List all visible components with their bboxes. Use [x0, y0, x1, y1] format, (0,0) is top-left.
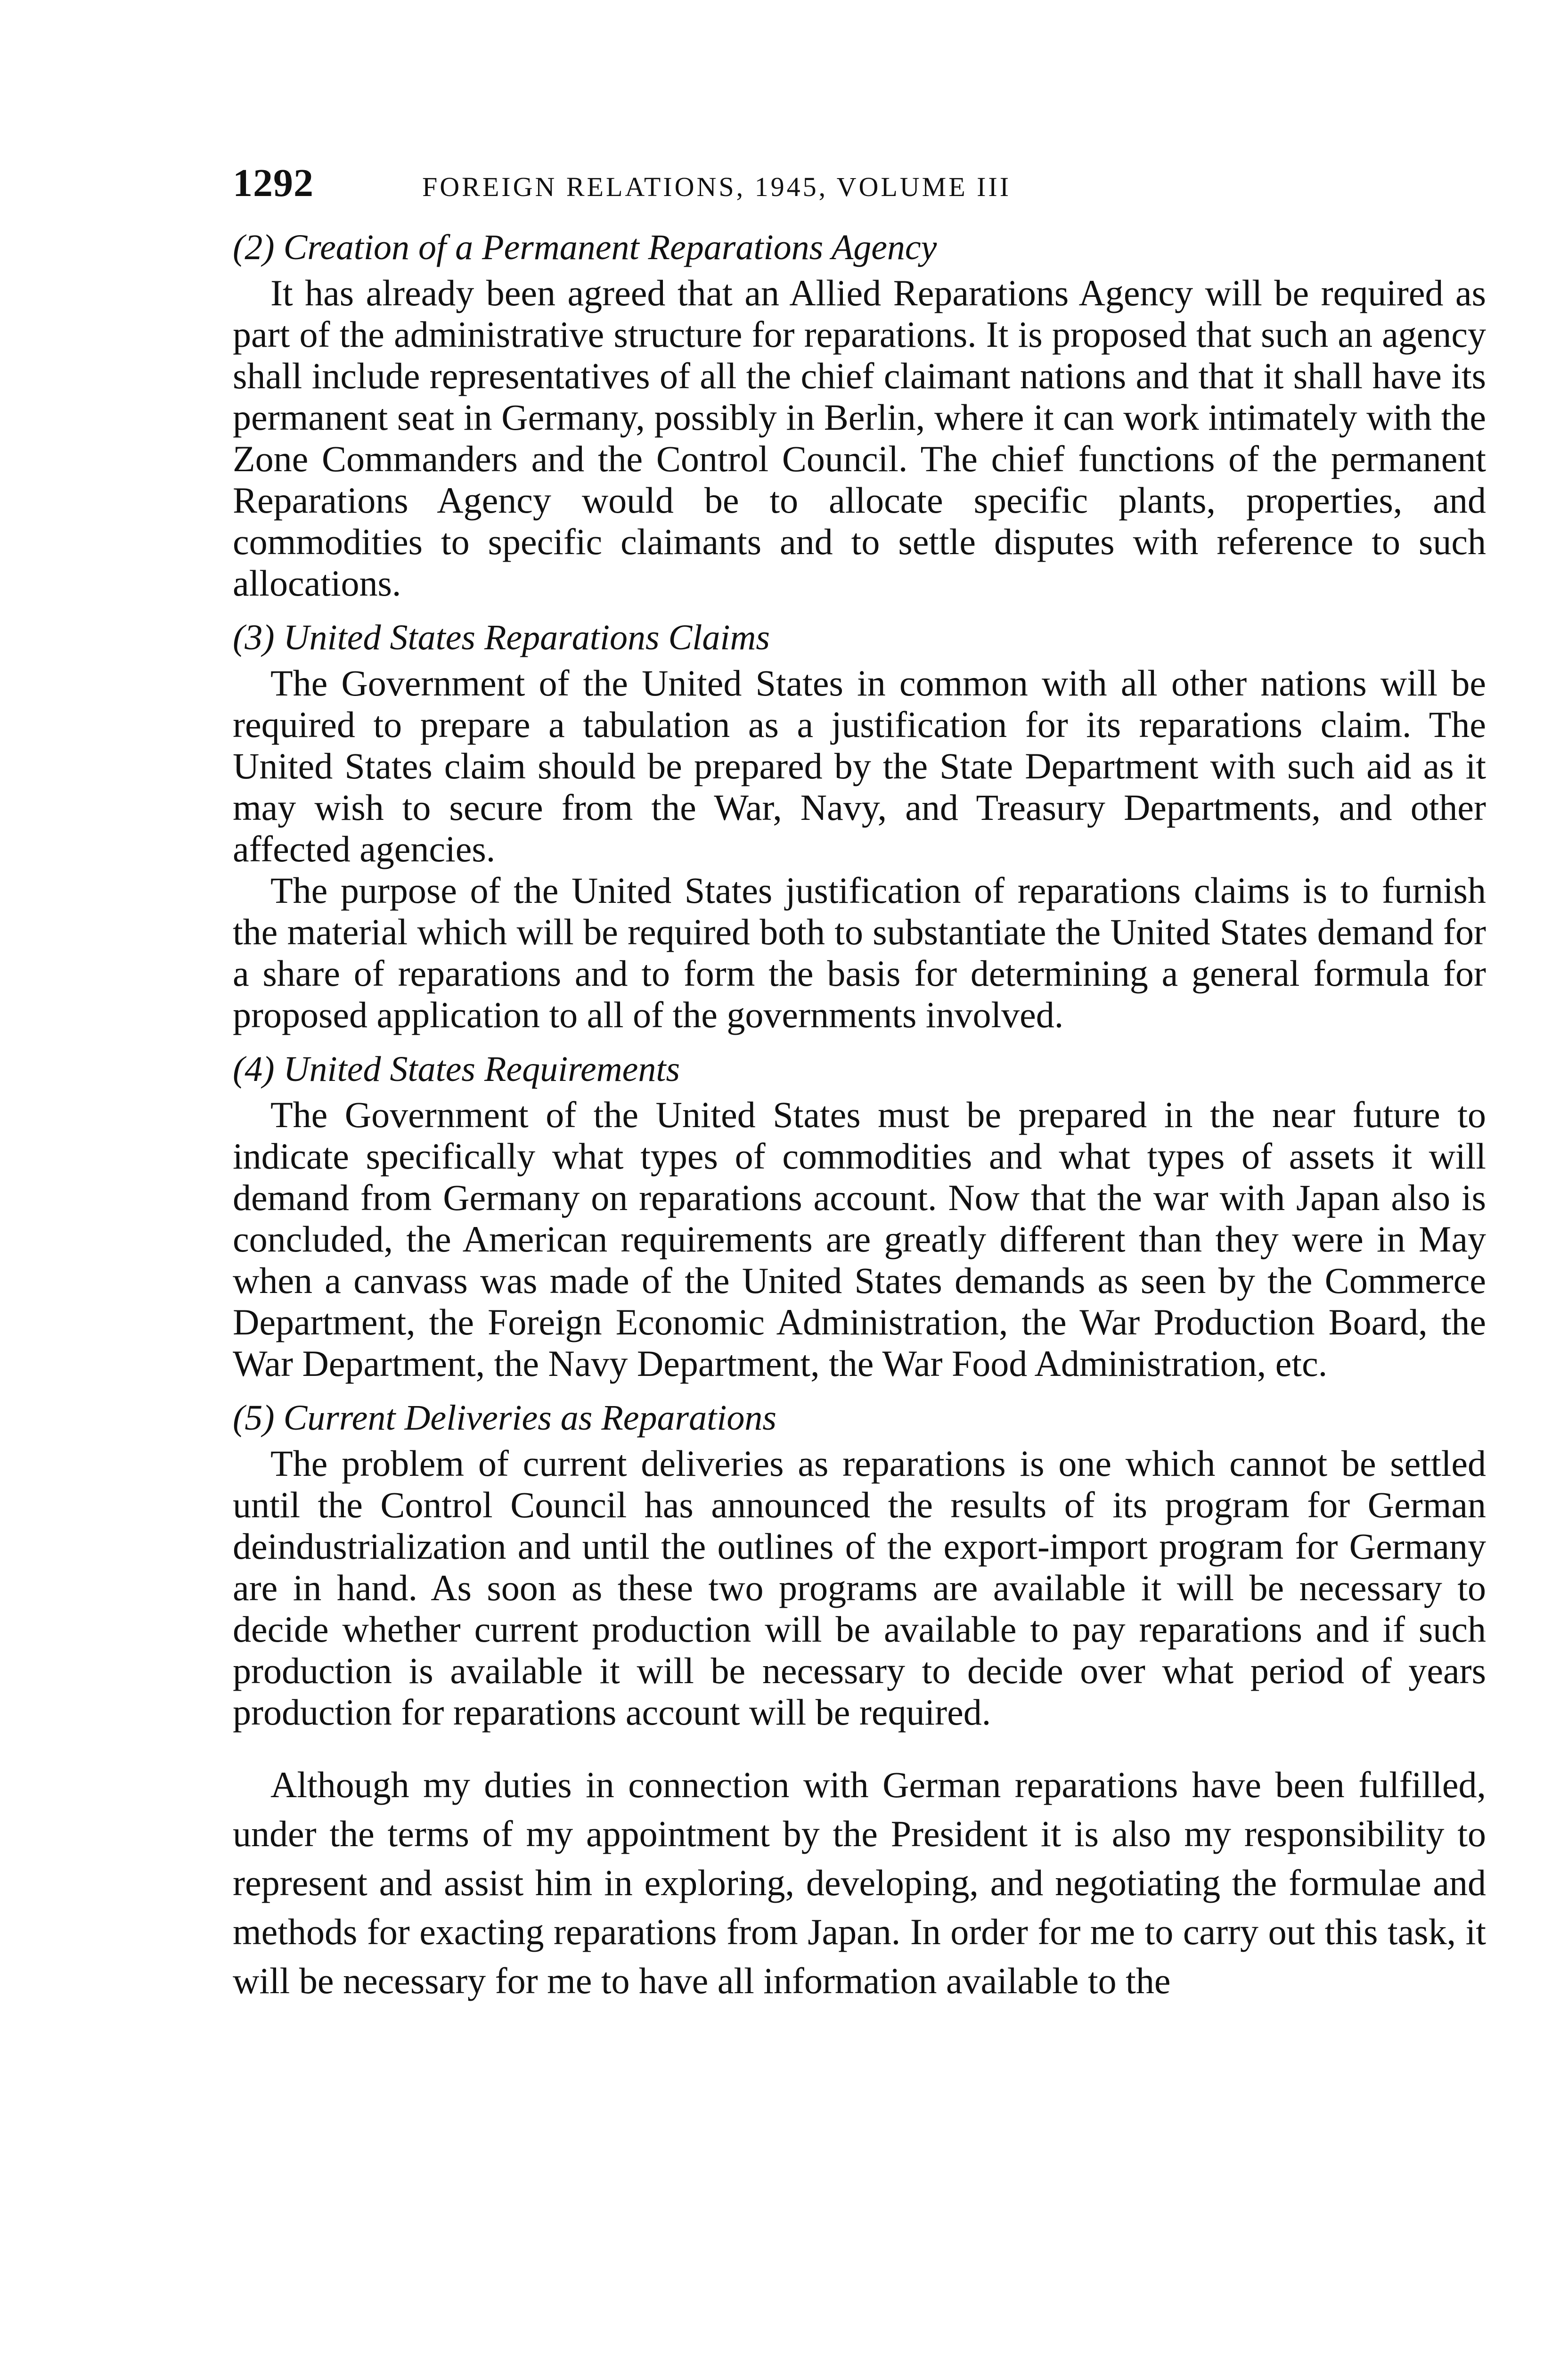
section-us-reparations-claims	[233, 614, 1486, 1036]
running-title: FOREIGN RELATIONS, 1945, VOLUME III	[422, 172, 1012, 202]
section-paragraph: It has already been agreed that an Allied Reparations Agency will be required as part of the administrative structure for reparations. It is proposed that such an agency shall include representatives of all the chief claimant nations and that it shall have its permanent seat in Germany, possibly in Berlin, where it can work intimately with the Zone Commanders and the Control Council. The chief functions of the permanent Reparations Agency would be to allocate specific plants, properties, and commodities to specific claimants and to settle disputes with reference to such allocations.	[233, 272, 1486, 604]
section-heading: (3) United States Reparations Claims	[233, 618, 770, 657]
running-header	[233, 160, 1486, 221]
section-heading: (5) Current Deliveries as Reparations	[233, 1398, 776, 1438]
closing-block	[233, 1760, 1486, 2005]
section-paragraph: The problem of current deliveries as reparations is one which cannot be settled until the Control Council has announced the results of its program for German deindustrialization and until the outlines of the export-import program for Germany are in hand. As soon as these two programs are available it will be necessary to decide whether current production will be available to pay reparations and if such production is available it will be necessary to decide over what period of years production for reparations account will be required.	[233, 1443, 1486, 1733]
section-paragraph: The Government of the United States must be prepared in the near future to indicate specifically what types of commodities and what types of assets it will demand from Germany on reparations account. Now that the war with Japan also is concluded, the American requirements are greatly different than they were in May when a canvass was made of the United States demands as seen by the Commerce Department, the Foreign Economic Administration, the War Production Board, the War Department, the Navy Department, the War Food Administration, etc.	[233, 1094, 1486, 1384]
section-permanent-reparations-agency	[233, 224, 1486, 604]
text-column	[233, 160, 1486, 2005]
section-us-requirements	[233, 1046, 1486, 1384]
section-heading: (2) Creation of a Permanent Reparations Agency	[233, 228, 937, 267]
closing-paragraph: Although my duties in connection with German reparations have been fulfilled, under the terms of my appointment by the President it is also my responsibility to represent and assist him in exploring, developing, and negotiating the formulae and methods for exacting reparations from Japan. In order for me to carry out this task, it will be necessary for me to have all information available to the	[233, 1764, 1486, 2001]
section-heading: (4) United States Requirements	[233, 1049, 680, 1089]
page-number: 1292	[233, 161, 314, 205]
section-current-deliveries	[233, 1395, 1486, 1733]
section-paragraph: The purpose of the United States justification of reparations claims is to furnish the material which will be required both to substantiate the United States demand for a share of reparations and to form the basis for determining a general formula for proposed application to all of the governments involved.	[233, 870, 1486, 1035]
section-paragraph: The Government of the United States in common with all other nations will be required to prepare a tabulation as a justification for its reparations claim. The United States claim should be prepared by the State Department with such aid as it may wish to secure from the War, Navy, and Treasury Departments, and other affected agencies.	[233, 663, 1486, 869]
